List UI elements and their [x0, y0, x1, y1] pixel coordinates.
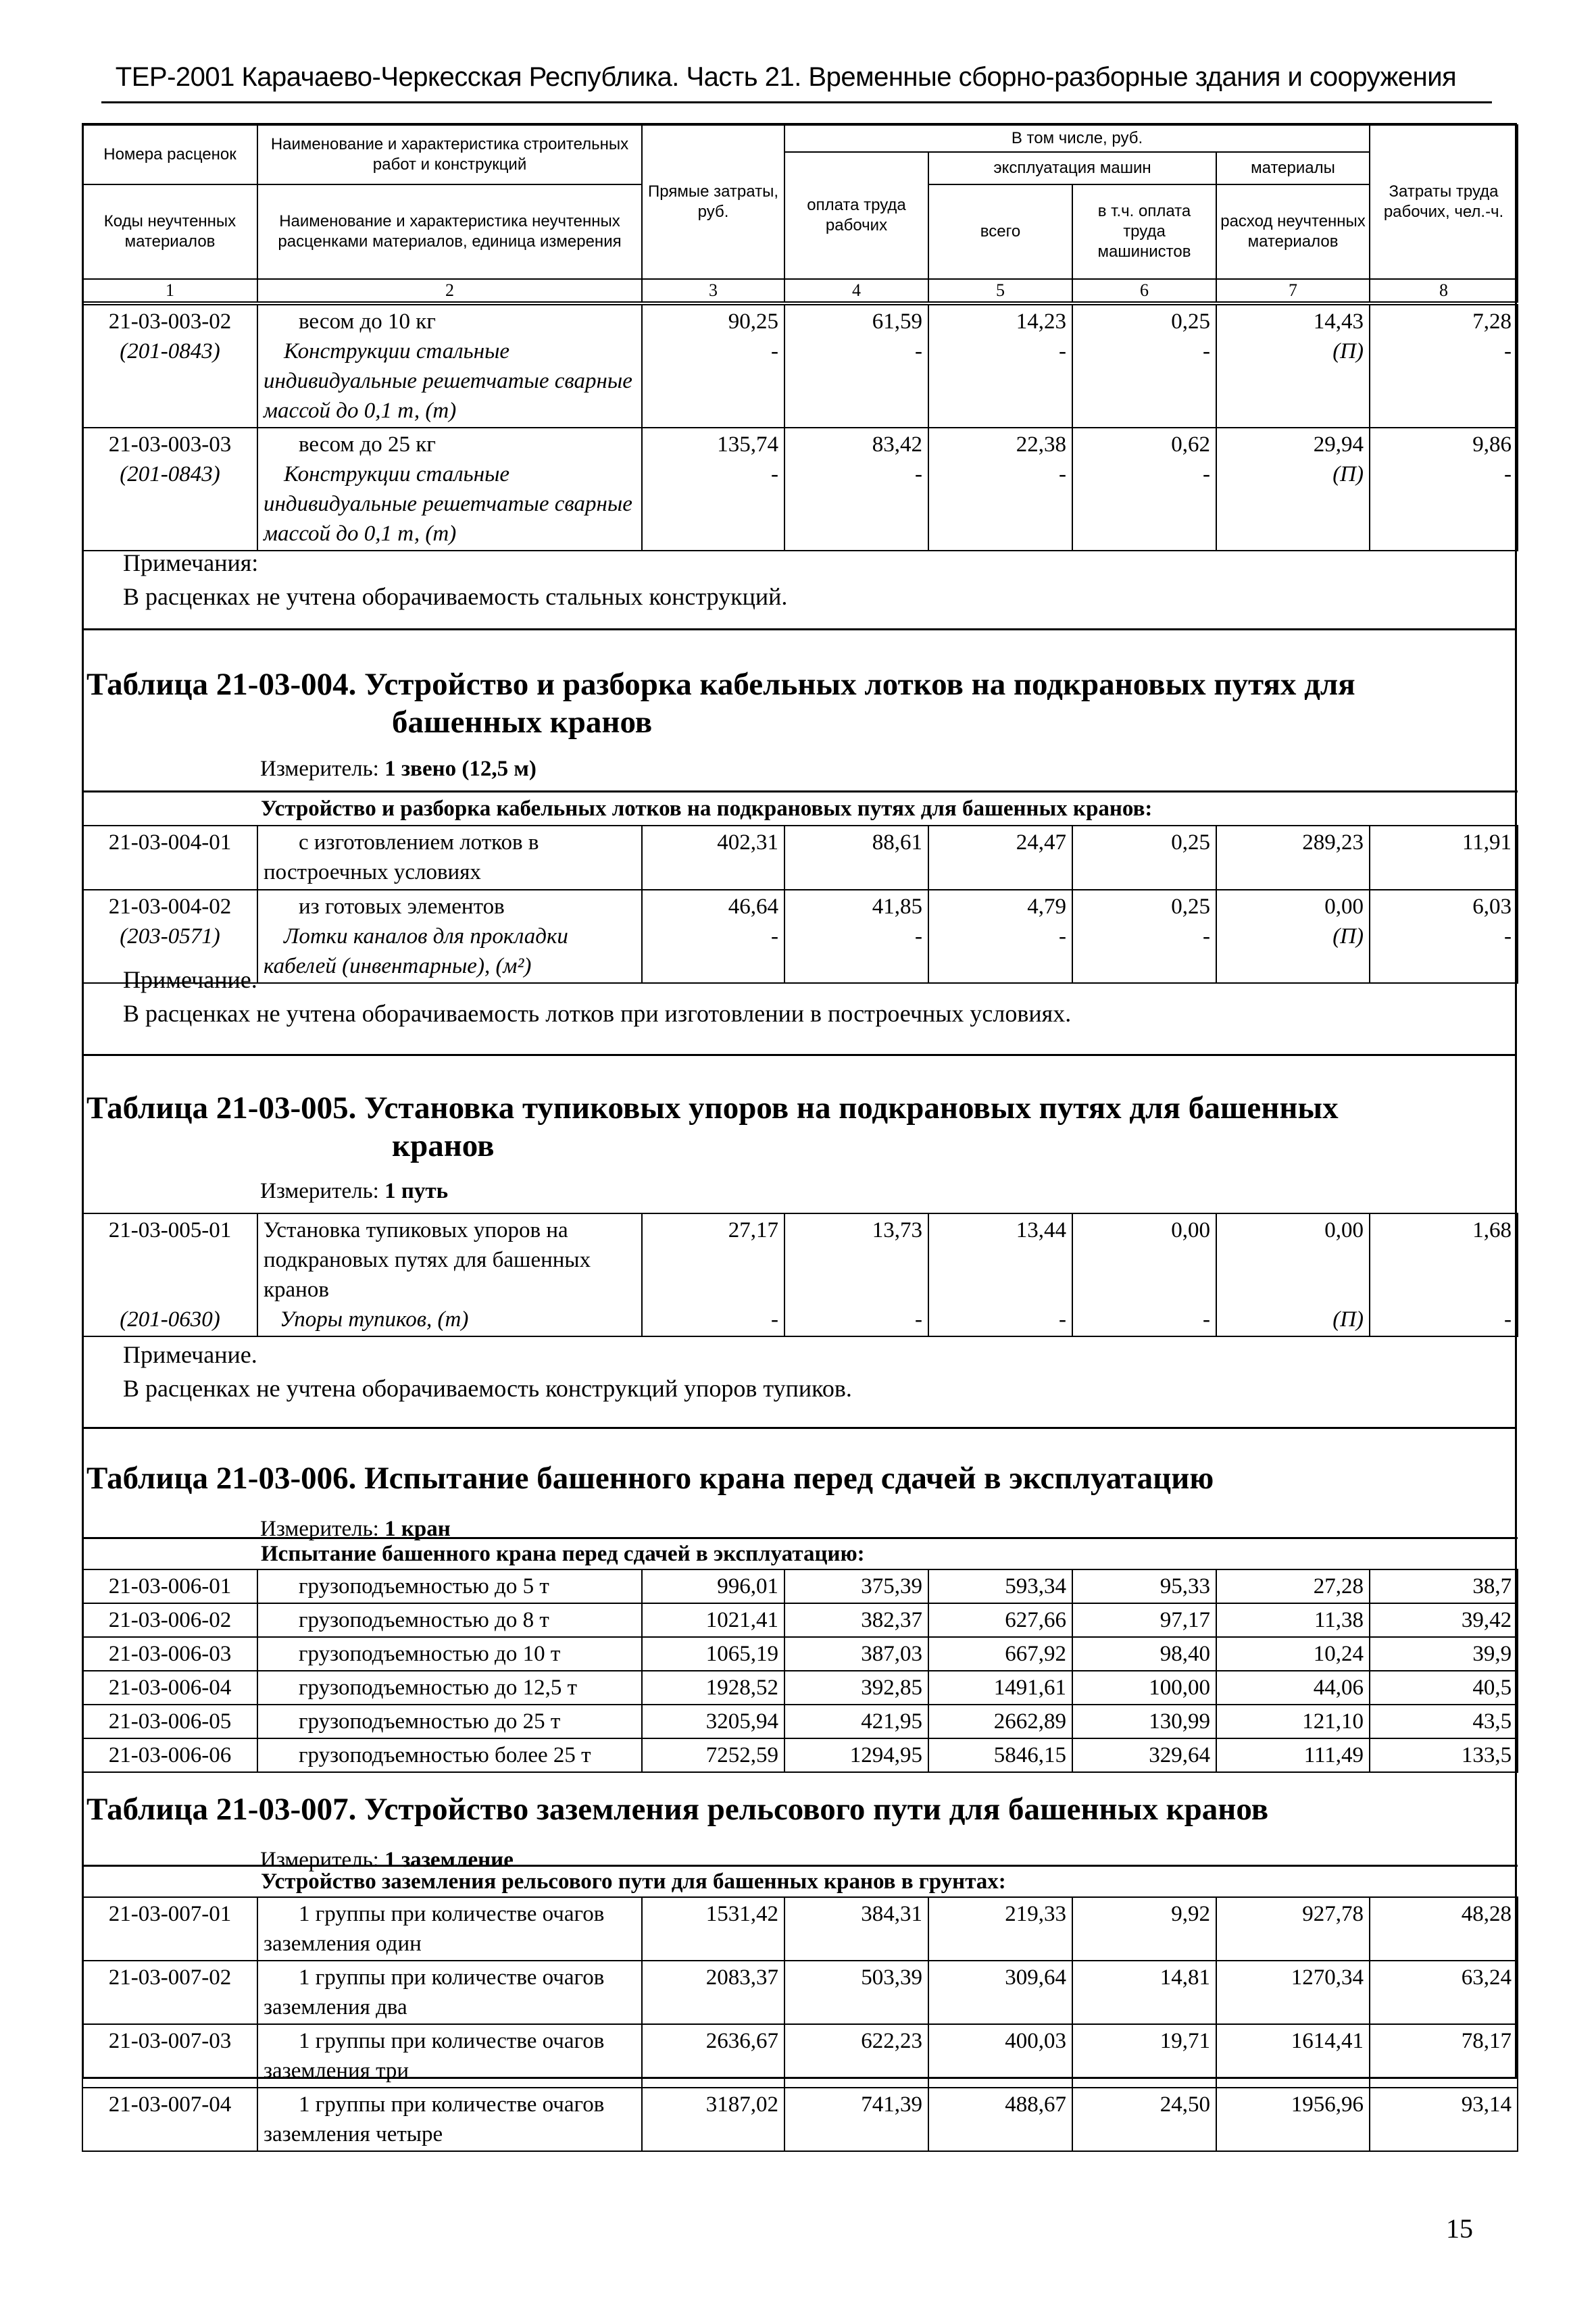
section-divider — [82, 628, 1517, 630]
labor-hours: 1,68 - — [1370, 1213, 1518, 1336]
section-divider — [82, 1054, 1517, 1056]
machines-cost: 400,03 — [928, 2024, 1072, 2088]
material-code: (201-0843) — [120, 462, 220, 486]
table-row — [82, 1671, 1518, 1705]
direct-cost: 1928,52 — [642, 1671, 784, 1705]
work-name: грузоподъемностью до 12,5 т — [257, 1671, 642, 1705]
material-name: Конструкции стальные индивидуальные решетчатые сварные массой до 0,1 т, (т) — [264, 462, 632, 546]
col5-header: всего — [928, 184, 1072, 279]
work-name: из готовых элементов — [299, 895, 505, 919]
table-006-title: Таблица 21-03-006. Испытание башенного крана перед сдачей в эксплуатацию — [86, 1461, 1214, 1496]
labor-hours: 38,7 — [1370, 1569, 1518, 1603]
materials-cost: 121,10 — [1216, 1705, 1370, 1738]
note-text: В расценках не учтена оборачиваемость конструкций упоров тупиков. — [123, 1375, 852, 1402]
table-row — [82, 2024, 1518, 2088]
materials-cost: 927,78 — [1216, 1897, 1370, 1961]
operators-cost: 98,40 — [1072, 1637, 1216, 1671]
material-name: Конструкции стальные индивидуальные решетчатые сварные массой до 0,1 т, (т) — [264, 339, 632, 423]
machines-cost: 667,92 — [928, 1637, 1072, 1671]
materials-cost: 111,49 — [1216, 1738, 1370, 1772]
machines-cost: 488,67 — [928, 2088, 1072, 2151]
machines-cost: 22,38 - — [928, 428, 1072, 551]
rate-code: 21-03-003-03 — [108, 432, 232, 457]
material-name: Лотки каналов для прокладки кабелей (инвентарные), (м²) — [264, 924, 568, 978]
operators-cost: 19,71 — [1072, 2024, 1216, 2088]
machines-cost: 627,66 — [928, 1603, 1072, 1637]
table-004-meter: Измеритель: 1 звено (12,5 м) — [260, 757, 537, 781]
col-number: 1 — [82, 279, 257, 302]
col2-top-header: Наименование и характеристика строительных работ и конструкций — [257, 125, 642, 184]
col-number: 4 — [784, 279, 928, 302]
labor-cost: 83,42 - — [784, 428, 928, 551]
machines-cost: 593,34 — [928, 1569, 1072, 1603]
rate-code: 21-03-003-02 — [108, 309, 232, 334]
direct-cost: 2636,67 — [642, 2024, 784, 2088]
page-number: 15 — [1446, 2213, 1473, 2244]
header-rule — [101, 101, 1492, 103]
operators-cost: 0,00 - — [1072, 1213, 1216, 1336]
direct-cost: 90,25 - — [642, 305, 784, 428]
material-code: (201-0843) — [120, 339, 220, 363]
table-005-meter: Измеритель: 1 путь — [260, 1179, 449, 1203]
table-004-subhead: Устройство и разборка кабельных лотков на подкрановых путях для башенных кранов: — [82, 792, 1518, 826]
materials-cost: 27,28 — [1216, 1569, 1370, 1603]
rate-code: 21-03-006-02 — [82, 1603, 257, 1637]
note-text: В расценках не учтена оборачиваемость лотков при изготовлении в построечных условиях. — [123, 1000, 1072, 1027]
machines-cost: 5846,15 — [928, 1738, 1072, 1772]
table-006-meter: Измеритель: 1 кран — [260, 1517, 451, 1541]
operators-cost: 24,50 — [1072, 2088, 1216, 2151]
direct-cost: 2083,37 — [642, 1961, 784, 2024]
machines-cost: 13,44 - — [928, 1213, 1072, 1336]
col-number: 3 — [642, 279, 784, 302]
col1-top-header: Номера расценок — [82, 125, 257, 184]
labor-cost: 622,23 — [784, 2024, 928, 2088]
operators-cost: 0,62 - — [1072, 428, 1216, 551]
table-row — [82, 826, 1518, 890]
col-number: 2 — [257, 279, 642, 302]
labor-hours: 78,17 — [1370, 2024, 1518, 2088]
table-004-title: Таблица 21-03-004. Устройство и разборка кабельных лотков на подкрановых путях для башенных кранов — [86, 667, 1355, 740]
labor-cost: 61,59 - — [784, 305, 928, 428]
col2-bottom-header: Наименование и характеристика неучтенных расценками материалов, единица измерения — [257, 184, 642, 279]
work-name: грузоподъемностью до 25 т — [257, 1705, 642, 1738]
operators-cost: 95,33 — [1072, 1569, 1216, 1603]
work-name: Установка тупиковых упоров на подкрановых путях для башенных кранов — [264, 1218, 591, 1302]
labor-hours: 7,28 - — [1370, 305, 1518, 428]
direct-cost: 402,31 — [642, 826, 784, 890]
labor-hours: 48,28 — [1370, 1897, 1518, 1961]
operators-cost: 9,92 — [1072, 1897, 1216, 1961]
machines-header: эксплуатация машин — [928, 152, 1216, 184]
col-number: 6 — [1072, 279, 1216, 302]
col-number: 5 — [928, 279, 1072, 302]
note-003 — [123, 546, 787, 613]
work-name: грузоподъемностью до 5 т — [257, 1569, 642, 1603]
machines-cost: 2662,89 — [928, 1705, 1072, 1738]
materials-cost: 0,00 (П) — [1216, 890, 1370, 983]
material-code: (203-0571) — [120, 924, 220, 949]
group-header: В том числе, руб. — [784, 125, 1370, 152]
table-007-subhead: Устройство заземления рельсового пути для башенных кранов в грунтах: — [82, 1866, 1518, 1898]
machines-cost: 14,23 - — [928, 305, 1072, 428]
col7-header: расход неучтенных материалов — [1216, 184, 1370, 279]
note-005 — [123, 1338, 852, 1405]
labor-hours: 40,5 — [1370, 1671, 1518, 1705]
materials-cost: 14,43 (П) — [1216, 305, 1370, 428]
work-name: грузоподъемностью до 8 т — [257, 1603, 642, 1637]
materials-cost: 1270,34 — [1216, 1961, 1370, 2024]
labor-hours: 11,91 — [1370, 826, 1518, 890]
machines-cost: 309,64 — [928, 1961, 1072, 2024]
table-006 — [82, 1537, 1518, 1773]
labor-cost: 1294,95 — [784, 1738, 928, 1772]
direct-cost: 3205,94 — [642, 1705, 784, 1738]
direct-cost: 1531,42 — [642, 1897, 784, 1961]
col6-header: в т.ч. оплата труда машинистов — [1072, 184, 1216, 279]
table-row — [82, 1705, 1518, 1738]
table-row — [82, 1569, 1518, 1603]
note-text: В расценках не учтена оборачиваемость стальных конструкций. — [123, 583, 788, 610]
note-title: Примечания: — [123, 549, 259, 576]
work-name: с изготовлением лотков в построечных условиях — [257, 826, 642, 890]
operators-cost: 130,99 — [1072, 1705, 1216, 1738]
work-name: грузоподъемностью до 10 т — [257, 1637, 642, 1671]
note-004 — [123, 963, 1071, 1030]
labor-cost: 387,03 — [784, 1637, 928, 1671]
table-007-meter: Измеритель: 1 заземление — [260, 1848, 514, 1872]
table-row — [82, 1637, 1518, 1671]
machines-cost: 4,79 - — [928, 890, 1072, 983]
work-name: 1 группы при количестве очагов заземления четыре — [257, 2088, 642, 2151]
labor-hours: 93,14 — [1370, 2088, 1518, 2151]
operators-cost: 0,25 — [1072, 826, 1216, 890]
section-divider — [82, 1427, 1517, 1429]
note-title: Примечание. — [123, 966, 257, 993]
direct-cost: 1065,19 — [642, 1637, 784, 1671]
table-005-title: Таблица 21-03-005. Установка тупиковых упоров на подкрановых путях для башенных кранов — [86, 1090, 1339, 1163]
rate-code: 21-03-004-02 — [108, 895, 232, 919]
rate-code-cell — [82, 1213, 257, 1336]
table-row — [82, 1603, 1518, 1637]
direct-cost: 3187,02 — [642, 2088, 784, 2151]
rate-code: 21-03-004-01 — [82, 826, 257, 890]
table-007 — [82, 1865, 1518, 2152]
labor-cost: 741,39 — [784, 2088, 928, 2151]
table-row — [82, 1961, 1518, 2024]
table-row — [82, 1897, 1518, 1961]
table-006-subhead: Испытание башенного крана перед сдачей в эксплуатацию: — [82, 1538, 1518, 1570]
col1-bottom-header: Коды неучтенных материалов — [82, 184, 257, 279]
labor-cost: 421,95 — [784, 1705, 928, 1738]
labor-hours: 9,86 - — [1370, 428, 1518, 551]
table-row — [82, 1738, 1518, 1772]
rate-code: 21-03-007-03 — [82, 2024, 257, 2088]
work-name: 1 группы при количестве очагов заземления три — [257, 2024, 642, 2088]
labor-cost: 375,39 — [784, 1569, 928, 1603]
labor-cost: 384,31 — [784, 1897, 928, 1961]
labor-hours: 39,9 — [1370, 1637, 1518, 1671]
table-007-title: Таблица 21-03-007. Устройство заземления рельсового пути для башенных кранов — [86, 1792, 1269, 1827]
rate-code: 21-03-006-03 — [82, 1637, 257, 1671]
materials-cost: 1956,96 — [1216, 2088, 1370, 2151]
direct-cost: 7252,59 — [642, 1738, 784, 1772]
operators-cost: 329,64 — [1072, 1738, 1216, 1772]
rate-code: 21-03-007-01 — [82, 1897, 257, 1961]
col4-header: оплата труда рабочих — [784, 152, 928, 279]
labor-hours: 133,5 — [1370, 1738, 1518, 1772]
materials-cost: 1614,41 — [1216, 2024, 1370, 2088]
rate-code: 21-03-006-01 — [82, 1569, 257, 1603]
work-name: весом до 10 кг — [299, 309, 436, 334]
table-row — [82, 2088, 1518, 2151]
materials-cost: 0,00 (П) — [1216, 1213, 1370, 1336]
machines-cost: 24,47 — [928, 826, 1072, 890]
col-number: 8 — [1370, 279, 1518, 302]
work-name: весом до 25 кг — [299, 432, 436, 457]
operators-cost: 0,25 - — [1072, 305, 1216, 428]
table-005 — [82, 1213, 1518, 1337]
operators-cost: 97,17 — [1072, 1603, 1216, 1637]
note-title: Примечание. — [123, 1341, 257, 1368]
labor-cost: 88,61 — [784, 826, 928, 890]
machines-cost: 219,33 — [928, 1897, 1072, 1961]
rate-code: 21-03-007-02 — [82, 1961, 257, 2024]
materials-header: материалы — [1216, 152, 1370, 184]
col8-header: Затраты труда рабочих, чел.-ч. — [1370, 125, 1518, 279]
machines-cost: 1491,61 — [928, 1671, 1072, 1705]
labor-cost: 41,85 - — [784, 890, 928, 983]
direct-cost: 135,74 - — [642, 428, 784, 551]
direct-cost: 46,64 - — [642, 890, 784, 983]
materials-cost: 11,38 — [1216, 1603, 1370, 1637]
labor-cost: 13,73 - — [784, 1213, 928, 1336]
materials-cost: 44,06 — [1216, 1671, 1370, 1705]
labor-hours: 6,03 - — [1370, 890, 1518, 983]
materials-cost: 289,23 — [1216, 826, 1370, 890]
work-name: 1 группы при количестве очагов заземления один — [257, 1897, 642, 1961]
rate-code: 21-03-005-01 — [108, 1218, 232, 1242]
work-name: 1 группы при количестве очагов заземления два — [257, 1961, 642, 2024]
direct-cost: 996,01 — [642, 1569, 784, 1603]
operators-cost: 100,00 — [1072, 1671, 1216, 1705]
col3-header: Прямые затраты, руб. — [642, 125, 784, 279]
labor-cost: 503,39 — [784, 1961, 928, 2024]
col-number: 7 — [1216, 279, 1370, 302]
rate-code: 21-03-007-04 — [82, 2088, 257, 2151]
labor-cost: 382,37 — [784, 1603, 928, 1637]
table-004 — [82, 790, 1518, 984]
material-name: Упоры тупиков, (т) — [280, 1307, 469, 1332]
direct-cost: 1021,41 — [642, 1603, 784, 1637]
rate-code: 21-03-006-05 — [82, 1705, 257, 1738]
labor-cost: 392,85 — [784, 1671, 928, 1705]
name-cell — [257, 1213, 642, 1336]
labor-hours: 43,5 — [1370, 1705, 1518, 1738]
labor-hours: 63,24 — [1370, 1961, 1518, 2024]
direct-cost: 27,17 - — [642, 1213, 784, 1336]
material-code: (201-0630) — [120, 1307, 220, 1332]
materials-cost: 29,94 (П) — [1216, 428, 1370, 551]
work-name: грузоподъемностью более 25 т — [257, 1738, 642, 1772]
materials-cost: 10,24 — [1216, 1637, 1370, 1671]
labor-hours: 39,42 — [1370, 1603, 1518, 1637]
rate-code: 21-03-006-04 — [82, 1671, 257, 1705]
operators-cost: 14,81 — [1072, 1961, 1216, 2024]
operators-cost: 0,25 - — [1072, 890, 1216, 983]
rate-code: 21-03-006-06 — [82, 1738, 257, 1772]
table-row — [82, 1213, 1518, 1336]
running-header: ТЕР-2001 Карачаево-Черкесская Республика. Часть 21. Временные сборно-разборные здания и сооружения — [115, 62, 1457, 92]
